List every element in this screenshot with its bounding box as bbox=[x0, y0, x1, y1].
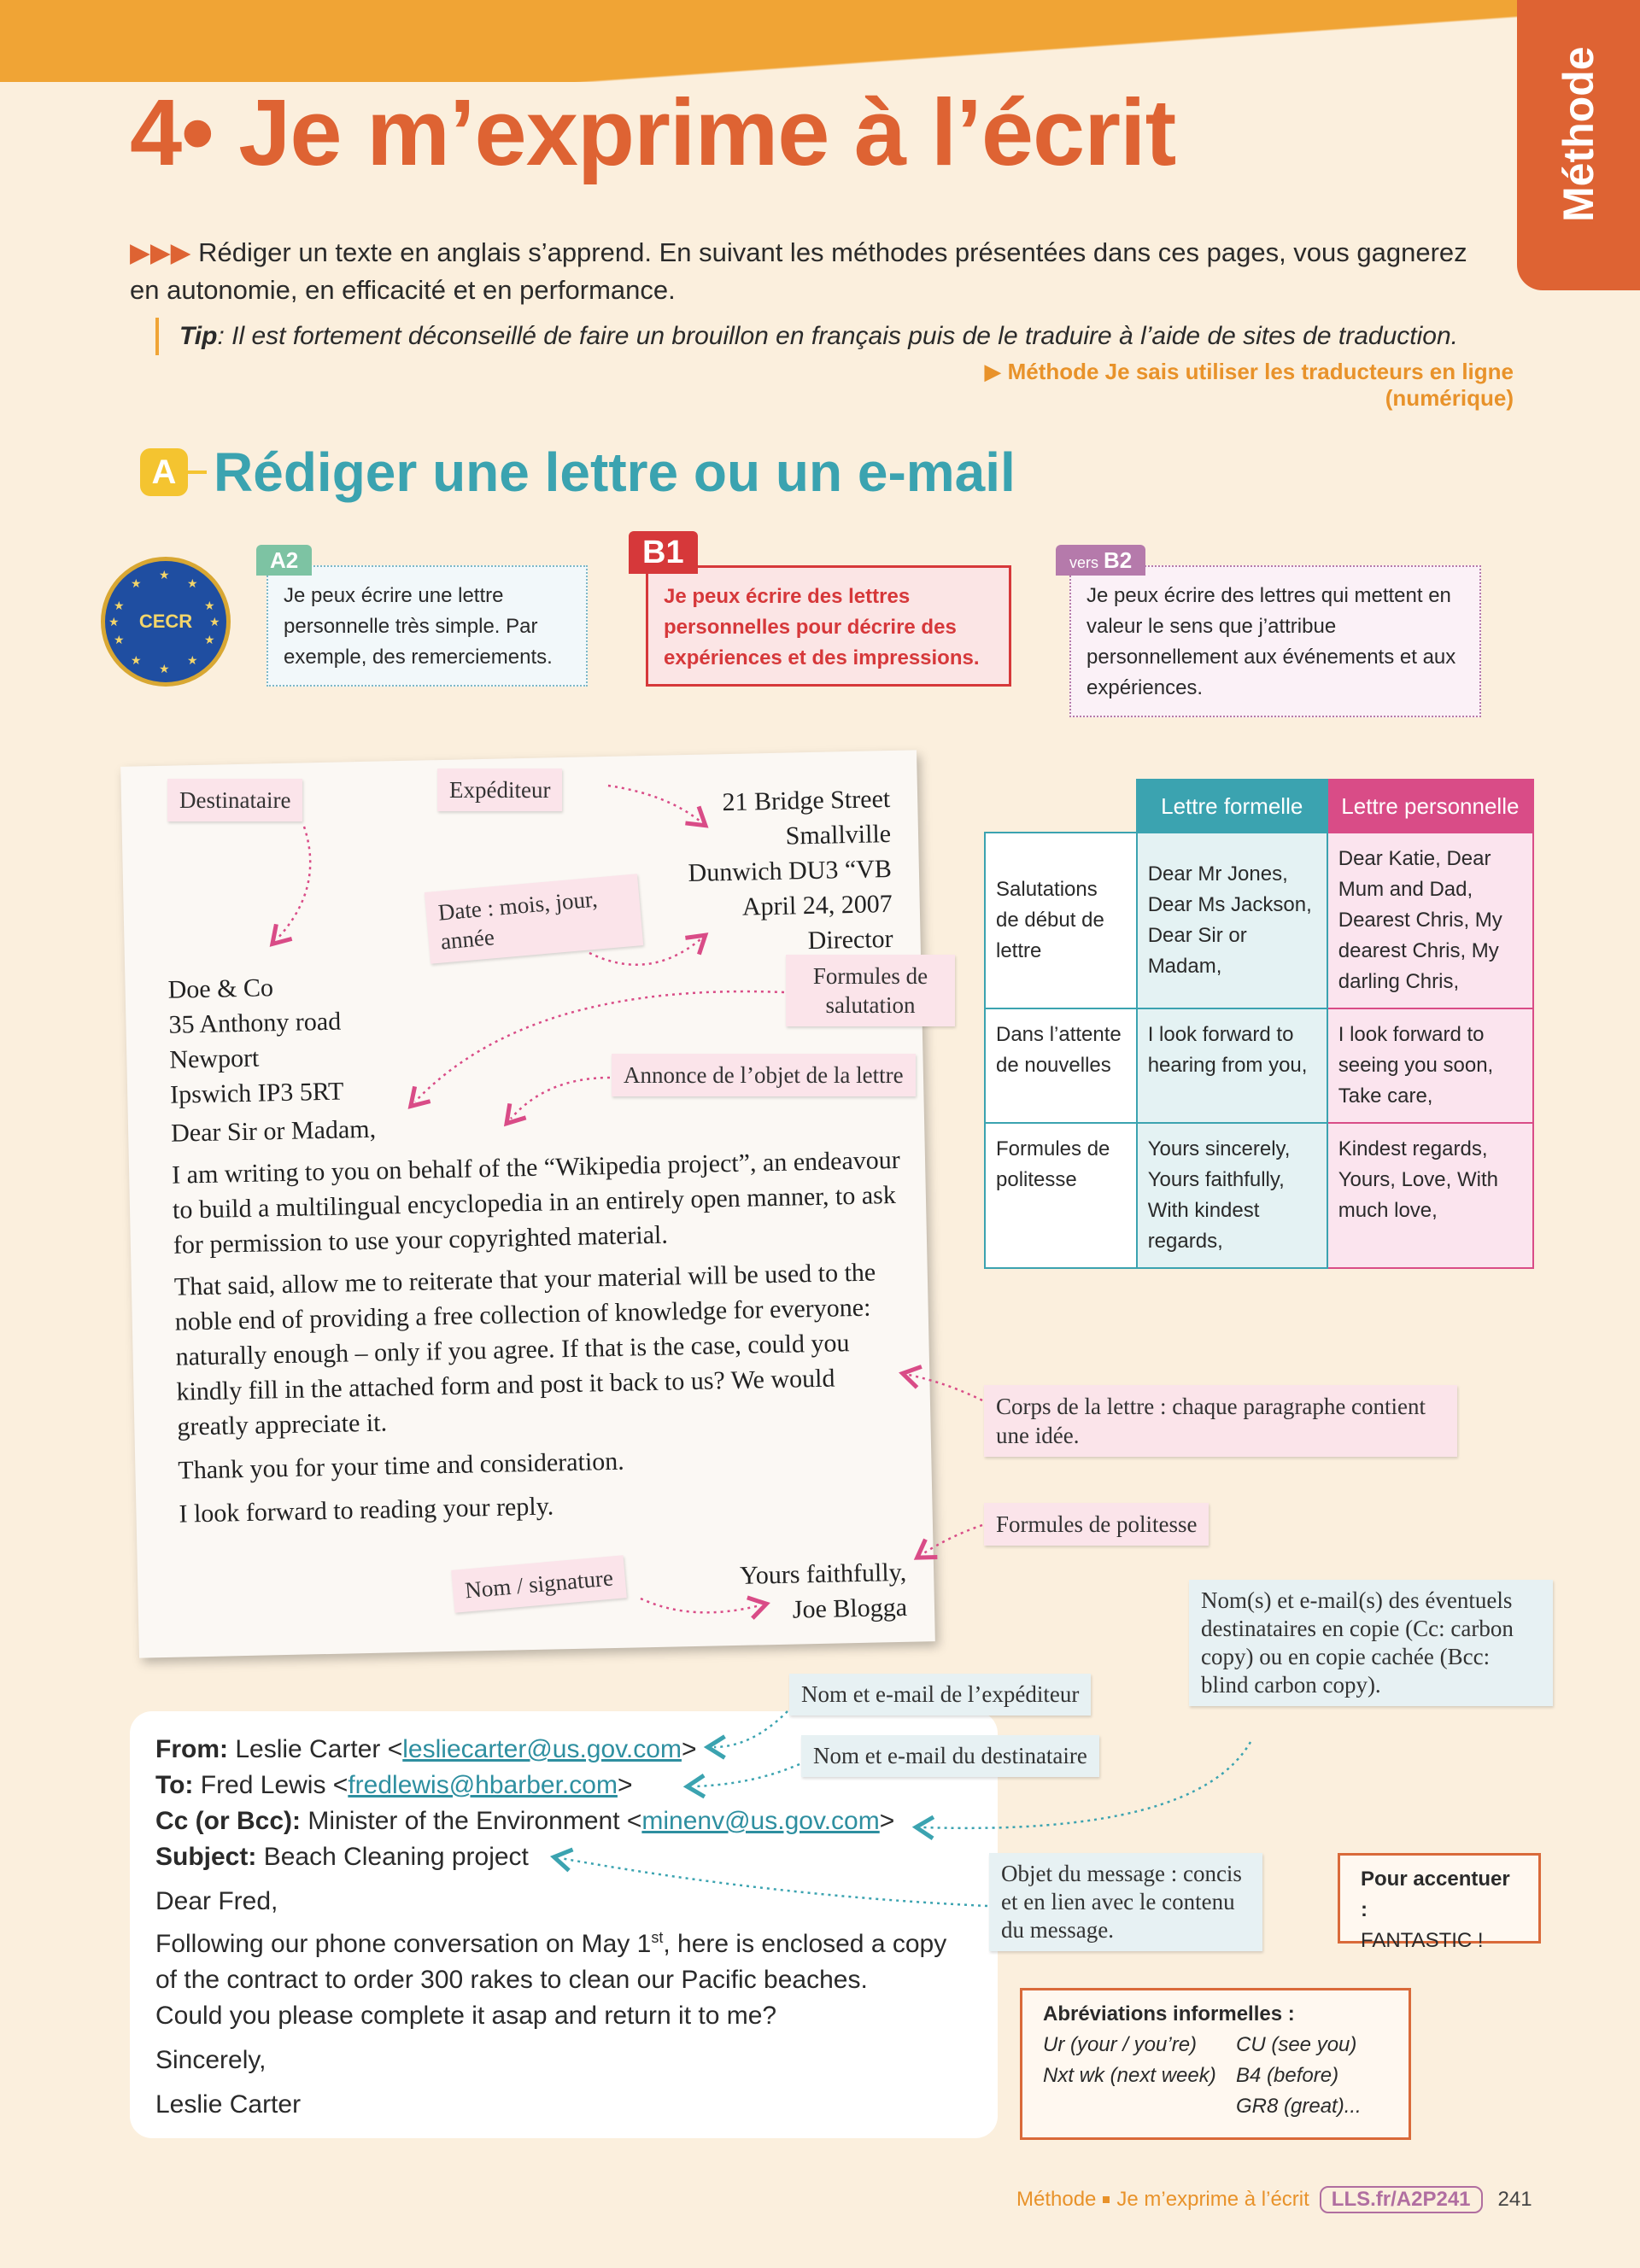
letter-body bbox=[171, 1101, 914, 1532]
table-header-row bbox=[985, 780, 1533, 833]
abbr-list bbox=[1043, 2030, 1388, 2122]
accent-box bbox=[1338, 1853, 1541, 1952]
level-b2-prefix: vers bbox=[1069, 554, 1099, 571]
footer-link[interactable]: LLS.fr/A2P241 bbox=[1320, 2186, 1483, 2213]
table-row bbox=[985, 1008, 1533, 1123]
footer-section: Méthode bbox=[1016, 2188, 1097, 2211]
abbr-item: CU (see you) bbox=[1236, 2033, 1357, 2056]
label-date: Date : mois, jour, année bbox=[425, 874, 643, 963]
letter-signature: Joe Blogga bbox=[792, 1593, 908, 1624]
level-b1-box: Je peux écrire des lettres personnelles pour décrire des expériences et des impressions. bbox=[646, 565, 1011, 687]
accent-title: Pour accentuer : bbox=[1361, 1868, 1510, 1921]
abbr-title: Abréviations informelles : bbox=[1043, 2002, 1295, 2025]
star-icon: ★ bbox=[114, 599, 125, 612]
star-icon: ★ bbox=[187, 576, 198, 590]
abbr-item: B4 (before) bbox=[1236, 2064, 1339, 2087]
body-sup: st bbox=[651, 1929, 664, 1946]
address-line: Dunwich DU3 “VB bbox=[688, 854, 893, 887]
subject-label: Subject: bbox=[155, 1843, 257, 1871]
cell-formal: I look forward to hearing from you, bbox=[1137, 1008, 1327, 1123]
abbr-item: Ur (your / you’re) bbox=[1043, 2033, 1198, 2056]
abbr-column bbox=[1043, 2030, 1236, 2122]
to-address-link[interactable]: fredlewis@hbarber.com bbox=[348, 1771, 618, 1799]
label-email-copie: Nom(s) et e-mail(s) des éventuels destinataires en copie (Cc: carbon copy) ou en copie cachée (Bcc: blind carbon copy). bbox=[1189, 1580, 1553, 1706]
tip-box bbox=[155, 318, 1539, 355]
email-subject bbox=[155, 1839, 972, 1875]
level-a2-tag: A2 bbox=[256, 545, 312, 576]
cc-name: Minister of the Environment < bbox=[301, 1807, 642, 1835]
body-text: , here is enclosed a copy of the contract to order 300 rakes to clean our Pacific beaches. bbox=[155, 1930, 947, 1994]
page-number: 241 bbox=[1497, 2188, 1532, 2211]
cell-personal: Kindest regards, Yours, Love, With much love, bbox=[1327, 1123, 1533, 1268]
accent-text: FANTASTIC ! bbox=[1361, 1929, 1484, 1952]
intro-paragraph bbox=[130, 234, 1488, 309]
letter-paragraph: I look forward to reading your reply. bbox=[179, 1492, 554, 1529]
label-destinataire: Destinataire bbox=[167, 779, 302, 821]
abbr-item: GR8 (great)... bbox=[1236, 2095, 1362, 2118]
label-nom: Nom / signature bbox=[451, 1555, 627, 1612]
table-row bbox=[985, 833, 1533, 1008]
side-tab bbox=[1517, 0, 1640, 290]
recipient-line: Ipswich IP3 5RT bbox=[169, 1077, 344, 1109]
row-label: Formules de politesse bbox=[985, 1123, 1137, 1268]
label-email-destinataire: Nom et e-mail du destinataire bbox=[801, 1735, 1099, 1777]
letter-paragraph: I am writing to you on behalf of the “Wikipedia project”, an endeavour to build a multilingual encyclopedia in an entirely open manner, to ask for permission to use your copyrighted material. bbox=[171, 1145, 901, 1260]
abbr-column bbox=[1236, 2030, 1362, 2122]
row-label: Salutations de début de lettre bbox=[985, 833, 1137, 1008]
letter-paragraph: That said, allow me to reiterate that your material will be used to the noble end of providing a free collection of knowledge for everyone: naturally enough – only if you agree. If that is the case, could you kindly fill in the attached form and post it back to us? We would greatly appreciate it. bbox=[173, 1258, 876, 1441]
method-link[interactable]: ▶ Méthode Je sais utiliser les traducteurs en ligne (numérique) bbox=[984, 359, 1514, 411]
recipient-address bbox=[167, 969, 344, 1113]
star-icon: ★ bbox=[131, 576, 142, 590]
table-corner bbox=[985, 780, 1137, 833]
email-greeting: Dear Fred, bbox=[155, 1887, 278, 1915]
label-objet: Annonce de l’objet de la lettre bbox=[612, 1054, 916, 1096]
email-signature: Leslie Carter bbox=[155, 2090, 302, 2119]
footer-square-icon bbox=[1103, 2196, 1110, 2203]
recipient-line: Newport bbox=[169, 1043, 260, 1074]
letter-signoff bbox=[616, 1555, 908, 1631]
title-line: Director bbox=[807, 924, 893, 956]
label-salutation: Formules de salutation bbox=[786, 955, 955, 1026]
star-icon: ★ bbox=[131, 653, 142, 667]
intro-arrows: ▶▶▶ bbox=[130, 237, 191, 267]
footer-chapter: Je m’exprime à l’écrit bbox=[1116, 2188, 1309, 2211]
cecr-label: CECR bbox=[138, 611, 193, 632]
tip-label: Tip bbox=[179, 322, 218, 350]
table-row bbox=[985, 1123, 1533, 1268]
cell-formal: Yours sincerely, Yours faithfully, With kindest regards, bbox=[1137, 1123, 1327, 1268]
from-address-link[interactable]: lesliecarter@us.gov.com bbox=[402, 1735, 682, 1763]
to-end: > bbox=[617, 1771, 633, 1799]
formulas-table bbox=[984, 779, 1534, 1269]
section-heading bbox=[140, 441, 1016, 504]
email-body bbox=[155, 1920, 972, 1998]
date-line: April 24, 2007 bbox=[741, 889, 893, 921]
section-title: Rédiger une lettre ou un e-mail bbox=[214, 441, 1016, 503]
label-email-expediteur: Nom et e-mail de l’expéditeur bbox=[789, 1674, 1091, 1716]
label-expediteur: Expéditeur bbox=[437, 769, 562, 811]
cell-formal: Dear Mr Jones, Dear Ms Jackson, Dear Sir or Madam, bbox=[1137, 833, 1327, 1008]
star-icon: ★ bbox=[159, 568, 170, 582]
cc-end: > bbox=[879, 1807, 895, 1835]
cell-personal: Dear Katie, Dear Mum and Dad, Dearest Chris, My dearest Chris, My darling Chris, bbox=[1327, 833, 1533, 1008]
recipient-line: Doe & Co bbox=[167, 973, 274, 1004]
side-tab-label: Méthode bbox=[1555, 46, 1602, 222]
intro-text: Rédiger un texte en anglais s’apprend. En suivant les méthodes présentées dans ces pages, vous gagnerez en autonomie, en efficacité et en performance. bbox=[130, 237, 1467, 305]
body-text: Following our phone conversation on May 1 bbox=[155, 1930, 652, 1958]
cc-label: Cc (or Bcc): bbox=[155, 1807, 302, 1835]
star-icon: ★ bbox=[187, 653, 198, 667]
letter-closing: Yours faithfully, bbox=[739, 1558, 907, 1590]
row-label: Dans l’attente de nouvelles bbox=[985, 1008, 1137, 1123]
subject-text: Beach Cleaning project bbox=[256, 1843, 529, 1871]
header-personal: Lettre personnelle bbox=[1327, 780, 1533, 833]
email-body-question: Could you please complete it asap and return it to me? bbox=[155, 2002, 777, 2030]
cecr-badge bbox=[101, 557, 231, 687]
star-icon: ★ bbox=[108, 615, 120, 628]
sender-address bbox=[625, 781, 893, 962]
section-badge: A bbox=[140, 448, 188, 496]
abbr-item: Nxt wk (next week) bbox=[1043, 2064, 1216, 2087]
cell-personal: I look forward to seeing you soon, Take care, bbox=[1327, 1008, 1533, 1123]
email-cc bbox=[155, 1803, 972, 1839]
level-b2-box: Je peux écrire des lettres qui mettent en valeur le sens que j’attribue personnellement aux événements et aux expériences. bbox=[1069, 565, 1481, 717]
abbr-box bbox=[1020, 1988, 1411, 2140]
star-icon: ★ bbox=[204, 599, 215, 612]
star-icon: ★ bbox=[114, 633, 125, 646]
label-politesse: Formules de politesse bbox=[984, 1503, 1209, 1546]
star-icon: ★ bbox=[204, 633, 215, 646]
section-dash bbox=[188, 471, 207, 474]
recipient-line: 35 Anthony road bbox=[168, 1007, 342, 1039]
from-name: Leslie Carter < bbox=[228, 1735, 403, 1763]
from-end: > bbox=[681, 1735, 697, 1763]
level-a2-box: Je peux écrire une lettre personnelle très simple. Par exemple, des remerciements. bbox=[266, 565, 588, 687]
star-icon: ★ bbox=[209, 615, 220, 628]
level-b2-tag bbox=[1056, 545, 1145, 576]
tip-text: : Il est fortement déconseillé de faire un brouillon en français puis de le traduire à l’aide de sites de traduction. bbox=[217, 322, 1458, 350]
header-formal: Lettre formelle bbox=[1137, 780, 1327, 833]
page-title: 4• Je m’exprime à l’écrit bbox=[130, 80, 1176, 185]
top-band bbox=[0, 0, 1640, 82]
address-line: Smallville bbox=[785, 820, 892, 850]
label-corps: Corps de la lettre : chaque paragraphe contient une idée. bbox=[984, 1385, 1457, 1457]
level-b2-tag-label: B2 bbox=[1104, 547, 1133, 573]
label-email-objet: Objet du message : concis et en lien avec le contenu du message. bbox=[989, 1853, 1262, 1951]
letter-paragraph: Thank you for your time and consideration. bbox=[178, 1447, 625, 1485]
address-line: 21 Bridge Street bbox=[722, 785, 891, 817]
cc-address-link[interactable]: minenv@us.gov.com bbox=[641, 1807, 880, 1835]
to-label: To: bbox=[155, 1771, 194, 1799]
from-label: From: bbox=[155, 1735, 228, 1763]
letter-greeting: Dear Sir or Madam, bbox=[170, 1114, 377, 1148]
page-footer bbox=[1016, 2186, 1532, 2213]
level-b1-tag: B1 bbox=[629, 531, 698, 574]
star-icon: ★ bbox=[159, 662, 170, 675]
to-name: Fred Lewis < bbox=[193, 1771, 348, 1799]
email-closing: Sincerely, bbox=[155, 2046, 266, 2074]
